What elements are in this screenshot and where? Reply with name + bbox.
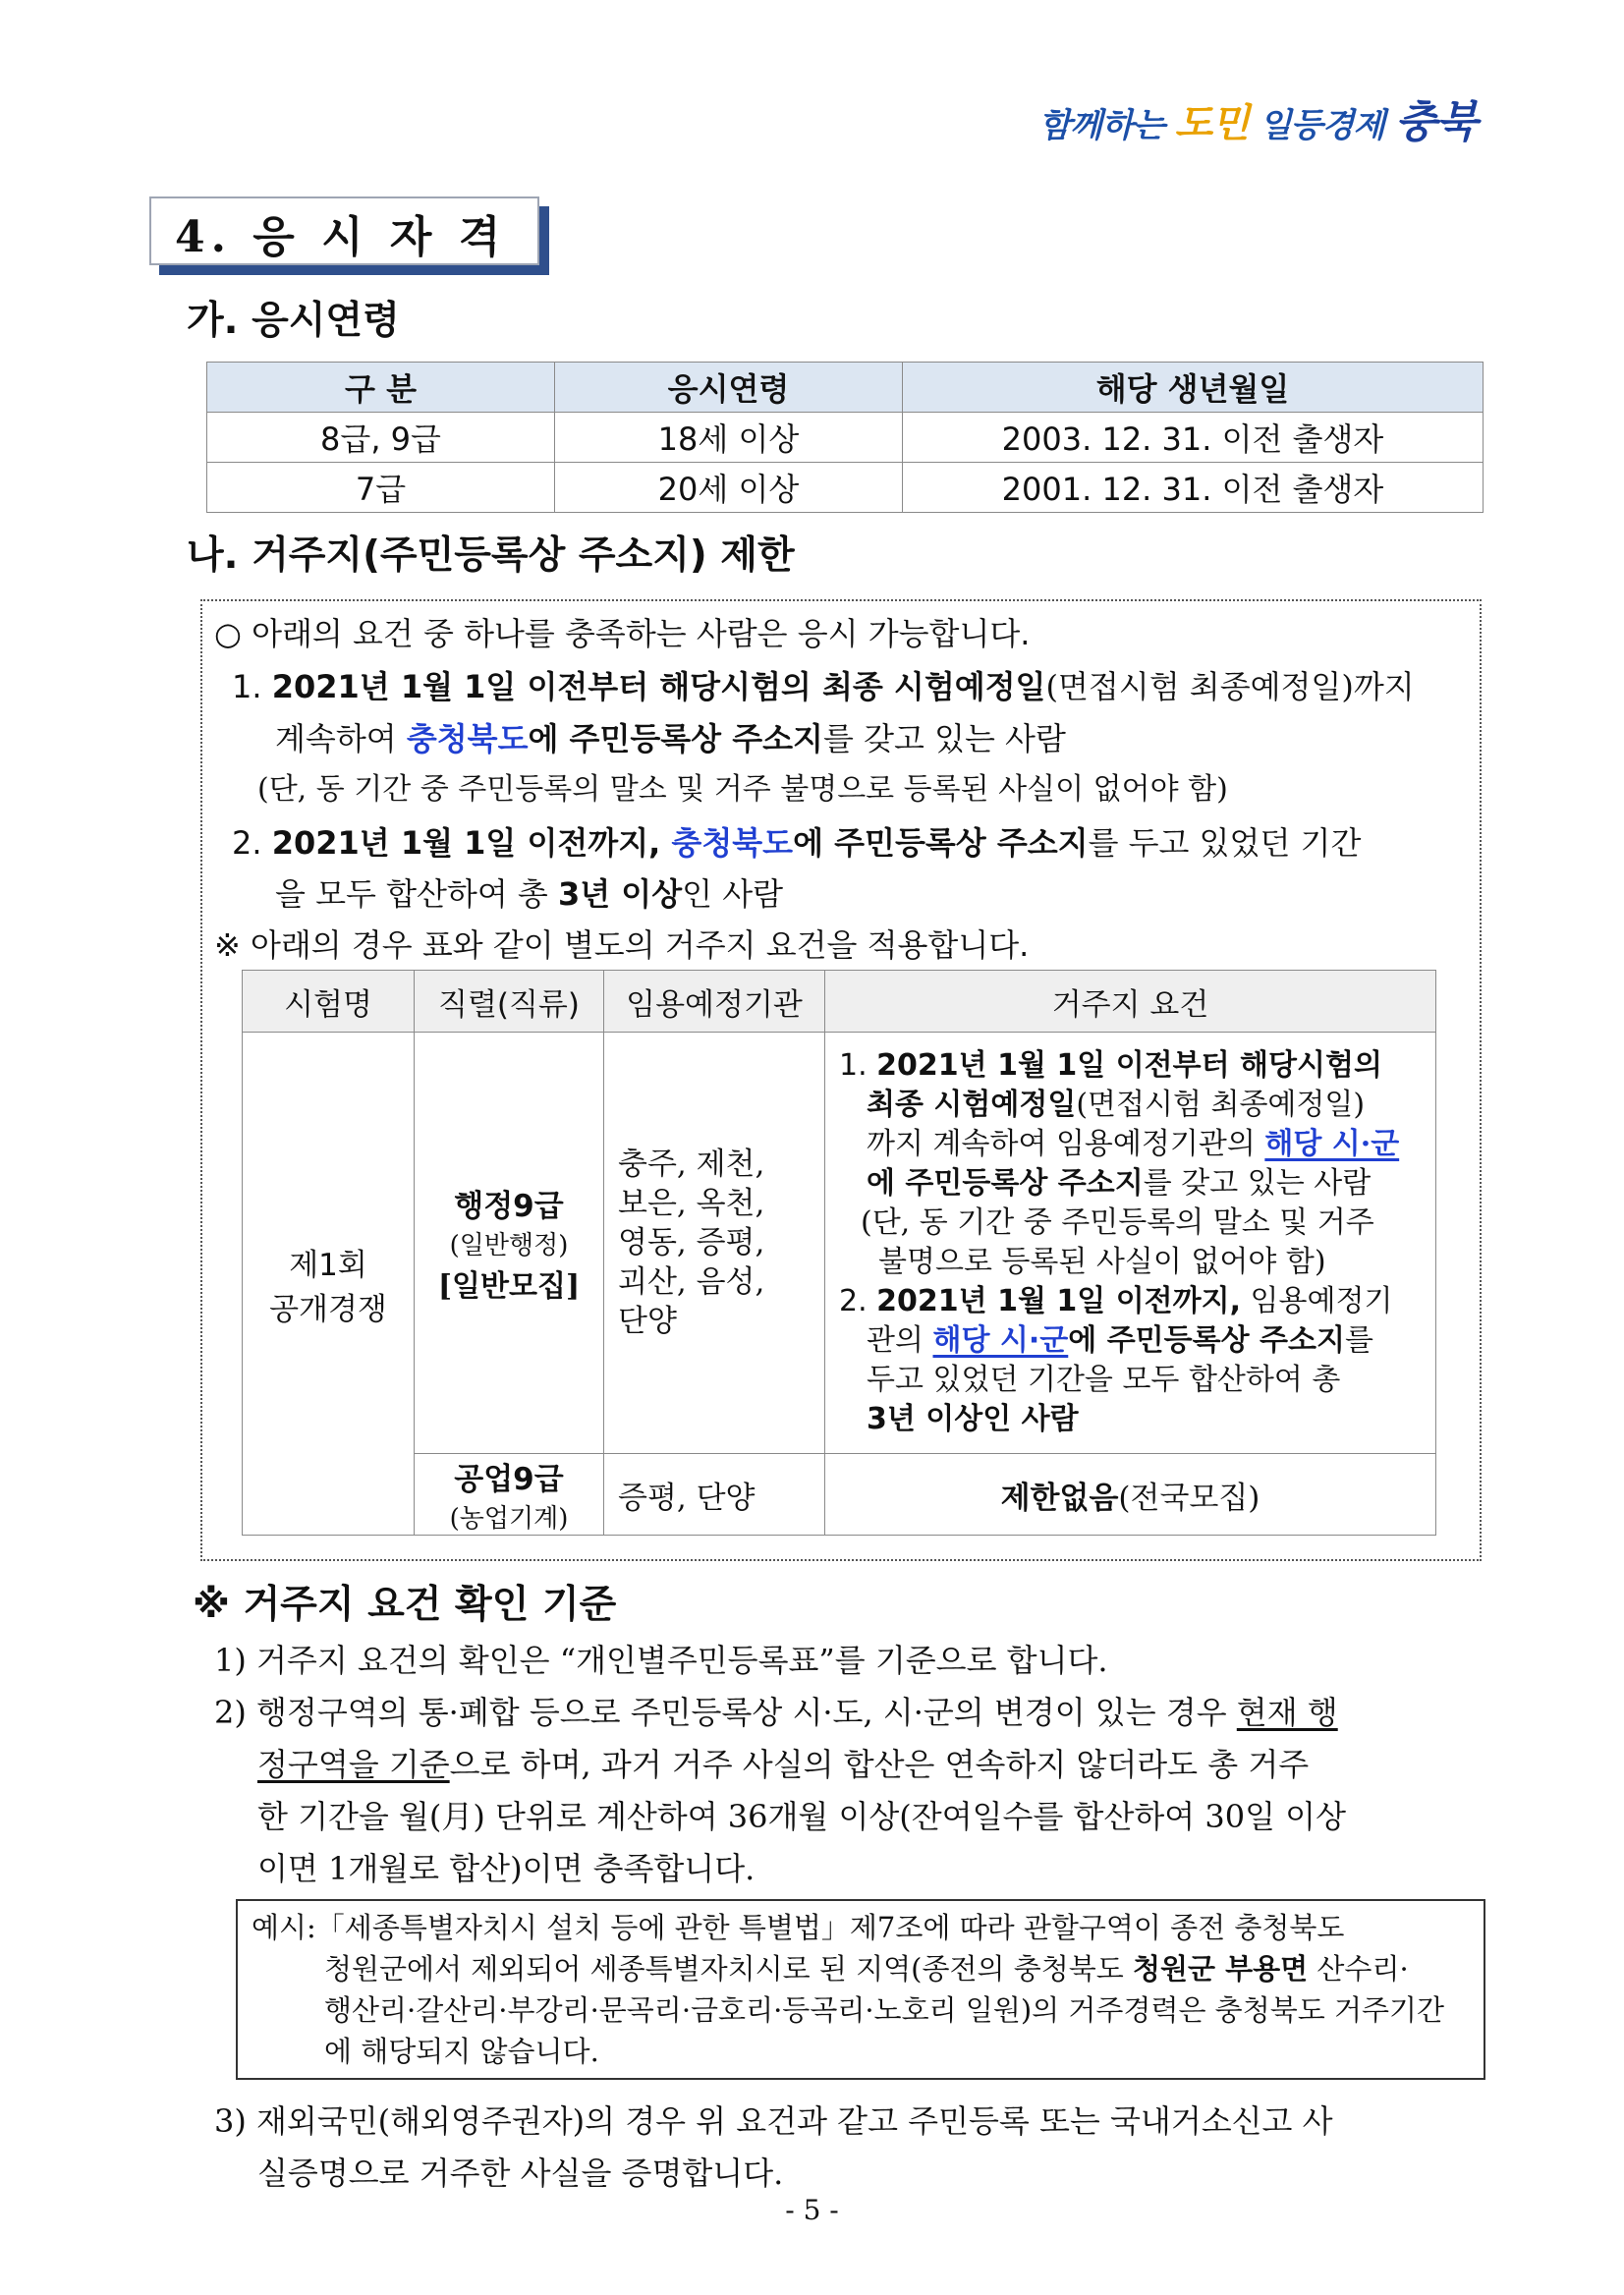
- column-header: 구 분: [207, 363, 555, 413]
- table-row: [207, 463, 1484, 513]
- column-header: 거주지 요건: [825, 971, 1436, 1033]
- table-row: [207, 413, 1484, 463]
- criteria-item-3-line-2: 실증명으로 거주한 사실을 증명합니다.: [257, 2155, 784, 2192]
- job-sub: (농업기계): [449, 1504, 569, 1534]
- job-sub: (일반행정): [449, 1231, 569, 1260]
- agency-line: 충주, 제천,: [618, 1147, 765, 1182]
- table-cell: 2003. 12. 31. 이전 출생자: [903, 413, 1484, 463]
- requirement-2-line-2: 관의 해당 시·군에 주민등록상 주소지를: [867, 1323, 1373, 1358]
- page-number: - 5 -: [785, 2194, 839, 2226]
- table-cell: 7급: [207, 463, 555, 513]
- criteria-heading: ※ 거주지 요건 확인 기준: [193, 1583, 617, 1627]
- agency-line: 단양: [618, 1304, 677, 1339]
- criteria-item-2-line-2: 정구역을 기준으로 하며, 과거 거주 사실의 합산은 연속하지 않더라도 총 거주: [257, 1746, 1310, 1783]
- requirement-1-line-2: 최종 시험예정일(면접시험 최종예정일): [867, 1088, 1366, 1122]
- job-cell: [415, 1454, 604, 1536]
- table-header-row: [243, 971, 1436, 1033]
- table-row: [243, 1454, 1436, 1536]
- requirement-1-note-2: 불명으로 등록된 사실이 없어야 함): [878, 1245, 1326, 1279]
- requirement-2-line-3: 두고 있었던 기간을 모두 합산하여 총: [867, 1363, 1341, 1397]
- residence-item-1-note: (단, 동 기간 중 주민등록의 말소 및 거주 불명으로 등록된 사실이 없어야 함): [257, 772, 1228, 807]
- requirement-2-line-1: 2. 2021년 1월 1일 이전까지, 임용예정기: [839, 1284, 1393, 1318]
- requirement-cell: [825, 1033, 1436, 1454]
- column-header: 해당 생년월일: [903, 363, 1484, 413]
- job-cell: [415, 1033, 604, 1454]
- column-header: 시험명: [243, 971, 415, 1033]
- agency-cell: 증평, 단양: [604, 1454, 825, 1536]
- requirement-2-line-4: 3년 이상인 사람: [867, 1402, 1079, 1436]
- example-line-2: 청원군에서 제외되어 세종특별자치시로 된 지역(종전의 충청북도 청원군 부용면 산수리·: [324, 1952, 1409, 1986]
- section-title: 4. 응 시 자 격: [175, 212, 507, 262]
- job-main: 공업9급: [454, 1462, 564, 1497]
- column-header: 응시연령: [555, 363, 903, 413]
- table-cell: 8급, 9급: [207, 413, 555, 463]
- residence-item-1-line-2: 계속하여 충청북도에 주민등록상 주소지를 갖고 있는 사람: [275, 720, 1066, 757]
- requirement-1-line-3: 까지 계속하여 임용예정기관의 해당 시·군: [867, 1127, 1400, 1161]
- requirement-1-note-1: (단, 동 기간 중 주민등록의 말소 및 거주: [861, 1205, 1374, 1240]
- age-table: [206, 362, 1484, 513]
- requirement-1-line-4: 에 주민등록상 주소지를 갖고 있는 사람: [867, 1166, 1372, 1201]
- requirement-cell: 제한없음(전국모집): [825, 1454, 1436, 1536]
- residence-requirement-table: [242, 970, 1436, 1536]
- agency-cell: [604, 1033, 825, 1454]
- agency-line: 보은, 옥천,: [618, 1186, 765, 1221]
- residence-intro: ○ 아래의 요건 중 하나를 충족하는 사람은 응시 가능합니다.: [214, 615, 1031, 652]
- residence-heading: 나. 거주지(주민등록상 주소지) 제한: [187, 533, 795, 578]
- criteria-item-2-line-3: 한 기간을 월(月) 단위로 계산하여 36개월 이상(잔여일수를 합산하여 30일 이상: [257, 1798, 1346, 1835]
- table-cell: 2001. 12. 31. 이전 출생자: [903, 463, 1484, 513]
- residence-item-2-line-1: 2. 2021년 1월 1일 이전까지, 충청북도에 주민등록상 주소지를 두고 있었던 기간: [232, 824, 1362, 862]
- table-row: [243, 1033, 1436, 1454]
- example-line-3: 행산리·갈산리·부강리·문곡리·금호리·등곡리·노호리 일원)의 거주경력은 충청북도 거주기간: [324, 1993, 1445, 2027]
- requirement-1-line-1: 1. 2021년 1월 1일 이전부터 해당시험의: [839, 1048, 1382, 1083]
- job-main: 행정9급: [454, 1189, 564, 1224]
- example-line-4: 에 해당되지 않습니다.: [324, 2035, 599, 2068]
- agency-line: 영동, 증평,: [618, 1225, 765, 1260]
- example-line-1: 예시:「세종특별자치시 설치 등에 관한 특별법」제7조에 따라 관할구역이 종전 충청북도: [252, 1911, 1345, 1944]
- residence-item-1-line-1: 1. 2021년 1월 1일 이전부터 해당시험의 최종 시험예정일(면접시험 최종예정일)까지: [232, 668, 1415, 705]
- criteria-item-1: 1) 거주지 요건의 확인은 “개인별주민등록표”를 기준으로 합니다.: [214, 1642, 1108, 1679]
- exam-name-line: 공개경쟁: [269, 1291, 387, 1327]
- header-slogan: 함께하는 도민 일등경제 충북: [1038, 97, 1477, 147]
- age-heading: 가. 응시연령: [187, 299, 400, 343]
- special-note: ※ 아래의 경우 표와 같이 별도의 거주지 요건을 적용합니다.: [214, 926, 1030, 964]
- agency-line: 괴산, 음성,: [618, 1264, 765, 1300]
- table-header-row: [207, 363, 1484, 413]
- column-header: 임용예정기관: [604, 971, 825, 1033]
- criteria-item-2-line-1: 2) 행정구역의 통·폐합 등으로 주민등록상 시·도, 시·군의 변경이 있는 경우 현재 행: [214, 1694, 1338, 1731]
- residence-item-2-line-2: 을 모두 합산하여 총 3년 이상인 사람: [275, 875, 784, 913]
- exam-name-line: 제1회: [289, 1247, 367, 1283]
- table-cell: 18세 이상: [555, 413, 903, 463]
- job-type: [일반모집]: [437, 1269, 581, 1304]
- column-header: 직렬(직류): [415, 971, 604, 1033]
- table-cell: 20세 이상: [555, 463, 903, 513]
- exam-name-cell: [243, 1033, 415, 1536]
- criteria-item-3-line-1: 3) 재외국민(해외영주권자)의 경우 위 요건과 같고 주민등록 또는 국내거소신고 사: [214, 2102, 1333, 2140]
- criteria-item-2-line-4: 이면 1개월로 합산)이면 충족합니다.: [257, 1850, 756, 1887]
